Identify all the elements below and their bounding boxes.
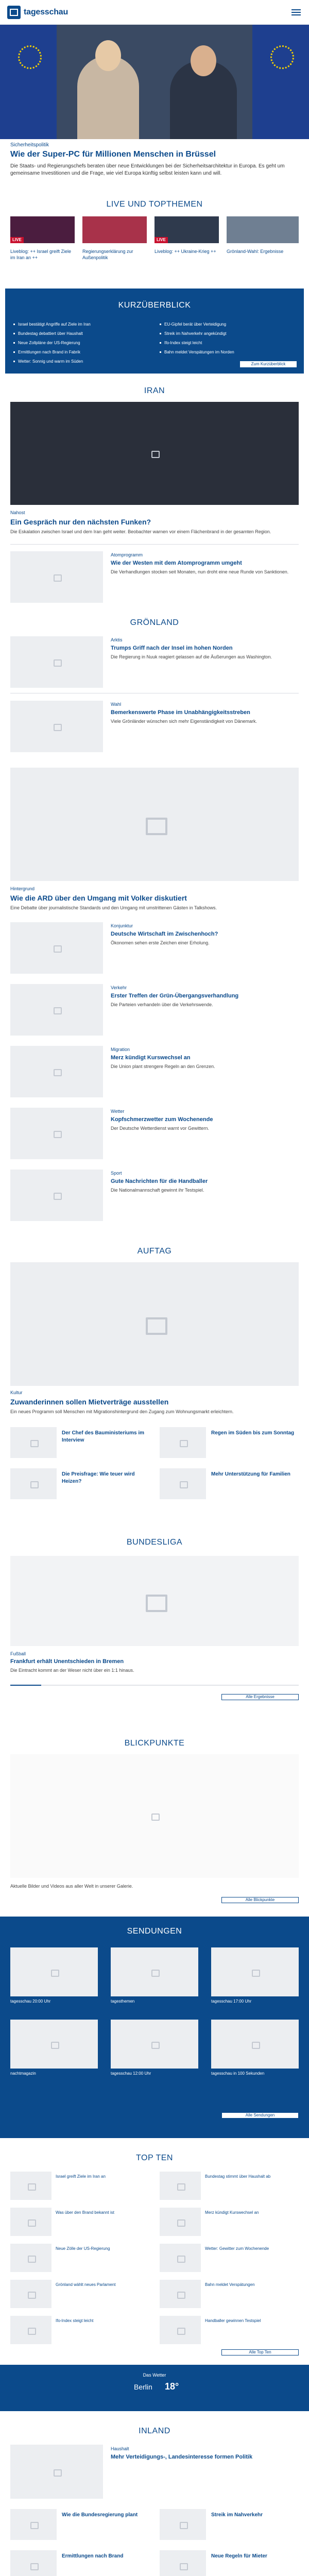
article-kicker: Arktis bbox=[111, 637, 123, 642]
bundesliga-image[interactable] bbox=[10, 1556, 299, 1646]
article-text: Ein neues Programm soll Menschen mit Migrationshintergrund den Zugang zum Wohnungsmarkt erleichtern. bbox=[10, 1409, 234, 1414]
blickpunkte-text: Aktuelle Bilder und Videos aus aller Welt in unserer Galerie. bbox=[10, 1884, 133, 1889]
topten-item[interactable]: Neue Zölle der US-Regierung bbox=[56, 2246, 110, 2251]
sendungen-all-button[interactable]: Alle Sendungen bbox=[221, 2112, 299, 2119]
article-image[interactable] bbox=[10, 1468, 57, 1499]
article-kicker: Migration bbox=[111, 1047, 130, 1052]
article-image[interactable] bbox=[160, 2172, 201, 2200]
article-image[interactable] bbox=[10, 1046, 103, 1097]
article-text: Die Parteien verhandeln über die Verkehrswende. bbox=[111, 1002, 213, 1007]
article-image[interactable] bbox=[160, 1427, 206, 1458]
article-image[interactable] bbox=[10, 2550, 57, 2576]
article-title[interactable]: Wie die ARD über den Umgang mit Volker diskutiert bbox=[10, 894, 187, 902]
article-text: Eine Debatte über journalistische Standards und den Umgang mit umstrittenen Gästen in Talkshows. bbox=[10, 905, 217, 910]
live-badge: LIVE bbox=[154, 237, 168, 243]
live-caption[interactable]: Grönland-Wahl: Ergebnisse bbox=[227, 249, 284, 254]
article-image[interactable] bbox=[10, 2172, 52, 2200]
article-image[interactable] bbox=[160, 2208, 201, 2236]
tagesschau-logo[interactable] bbox=[7, 6, 21, 19]
iran-title: IRAN bbox=[144, 386, 165, 395]
sendung-caption[interactable]: nachtmagazin bbox=[10, 2071, 36, 2076]
article-title[interactable]: Mehr Verteidigungs-, Landesinteresse formen Politik bbox=[111, 2454, 253, 2460]
feature-image[interactable] bbox=[10, 768, 299, 881]
article-title[interactable]: Zuwanderinnen sollen Mietverträge ausstellen bbox=[10, 1398, 169, 1406]
article-image[interactable] bbox=[10, 1108, 103, 1159]
article-image[interactable] bbox=[10, 2280, 52, 2308]
article-kicker: Sport bbox=[111, 1171, 122, 1176]
live-card[interactable] bbox=[10, 216, 75, 248]
topten-item[interactable]: Handballer gewinnen Testspiel bbox=[205, 2318, 261, 2323]
brief-item[interactable]: Streik im Nahverkehr angekündigt bbox=[160, 331, 288, 336]
sendung-tile[interactable] bbox=[211, 2020, 299, 2069]
article-kicker: Konjunktur bbox=[111, 923, 133, 928]
live-caption[interactable]: Regierungserklärung zur Außenpolitik bbox=[82, 249, 133, 260]
article-image[interactable] bbox=[10, 2445, 103, 2499]
brief-list-right bbox=[160, 321, 288, 359]
brief-item[interactable]: Wetter: Sonnig und warm im Süden bbox=[13, 359, 142, 364]
topten-item[interactable]: Wetter: Gewitter zum Wochenende bbox=[205, 2246, 269, 2251]
article-title[interactable]: Deutsche Wirtschaft im Zwischenhoch? bbox=[111, 931, 218, 937]
brief-box bbox=[5, 289, 304, 374]
live-card[interactable] bbox=[227, 216, 299, 248]
article-image[interactable] bbox=[10, 551, 103, 603]
sendungen-title: SENDUNGEN bbox=[127, 1927, 182, 1936]
article-image[interactable] bbox=[10, 922, 103, 974]
live-badge: LIVE bbox=[10, 237, 24, 243]
article-image[interactable] bbox=[10, 1427, 57, 1458]
article-title[interactable]: Der Chef des Bauministeriums im Interview bbox=[62, 1430, 145, 1443]
article-text: Viele Grönländer wünschen sich mehr Eigenständigkeit von Dänemark. bbox=[111, 719, 257, 724]
article-title[interactable]: Die Preisfrage: Wie teuer wird Heizen? bbox=[62, 1471, 135, 1484]
article-image[interactable] bbox=[160, 2550, 206, 2576]
blickpunkte-gallery[interactable] bbox=[10, 1754, 299, 1878]
article-kicker: Wetter bbox=[111, 1109, 125, 1114]
live-section-title: LIVE UND TOPTHEMEN bbox=[106, 200, 203, 209]
lead-kicker: Sicherheitspolitik bbox=[10, 142, 49, 148]
sendung-tile[interactable] bbox=[111, 1947, 198, 1996]
live-caption[interactable]: Liveblog: ++ Ukraine-Krieg ++ bbox=[154, 249, 216, 254]
article-kicker: Haushalt bbox=[111, 2446, 129, 2451]
bundesliga-title: BUNDESLIGA bbox=[126, 1538, 183, 1547]
article-kicker: Verkehr bbox=[111, 985, 127, 990]
menu-icon[interactable] bbox=[288, 5, 304, 20]
brief-item[interactable]: Ermittlungen nach Brand in Fabrik bbox=[13, 349, 142, 355]
article-text: Der Deutsche Wetterdienst warnt vor Gewittern. bbox=[111, 1126, 209, 1131]
sendung-caption[interactable]: tagesschau in 100 Sekunden bbox=[211, 2071, 265, 2076]
sendung-tile[interactable] bbox=[10, 2020, 98, 2069]
lead-title[interactable]: Wie der Super-PC für Millionen Menschen in Brüssel bbox=[10, 150, 216, 159]
sendung-tile[interactable] bbox=[211, 1947, 299, 1996]
brand-name[interactable]: tagesschau bbox=[24, 8, 68, 16]
article-kicker: Nahost bbox=[10, 510, 25, 515]
article-image[interactable] bbox=[160, 2316, 201, 2344]
topten-all-button[interactable]: Alle Top Ten bbox=[221, 2349, 299, 2355]
blickpunkte-all-button[interactable]: Alle Blickpunkte bbox=[221, 1897, 299, 1903]
article-image[interactable] bbox=[10, 2244, 52, 2272]
blickpunkte-title: BLICKPUNKTE bbox=[124, 1739, 185, 1748]
article-image[interactable] bbox=[10, 984, 103, 1036]
iran-lead-image[interactable] bbox=[10, 402, 299, 505]
live-card[interactable] bbox=[82, 216, 147, 248]
brief-item[interactable]: EU-Gipfel berät über Verteidigung bbox=[160, 321, 288, 327]
topten-title: TOP TEN bbox=[136, 2154, 173, 2162]
article-kicker: Kultur bbox=[10, 1390, 23, 1395]
topten-item[interactable]: Bundestag stimmt über Haushalt ab bbox=[205, 2174, 271, 2179]
groenland-title: GRÖNLAND bbox=[130, 618, 179, 627]
article-kicker: Wahl bbox=[111, 702, 122, 707]
weather-temp: 18° bbox=[165, 2381, 179, 2392]
sendung-caption[interactable]: tagesschau 17:00 Uhr bbox=[211, 1999, 252, 2004]
article-image[interactable] bbox=[10, 2509, 57, 2540]
sendung-tile[interactable] bbox=[10, 1947, 98, 1996]
article-title[interactable]: Trumps Griff nach der Insel im hohen Norden bbox=[111, 645, 233, 651]
article-text: Die Verhandlungen stocken seit Monaten, nun droht eine neue Runde von Sanktionen. bbox=[111, 569, 289, 574]
article-title[interactable]: Regen im Süden bis zum Sonntag bbox=[211, 1430, 295, 1436]
sendung-caption[interactable]: tagesschau 20:00 Uhr bbox=[10, 1999, 51, 2004]
weather-label: Das Wetter bbox=[143, 2372, 166, 2378]
article-title[interactable]: Merz kündigt Kurswechsel an bbox=[111, 1055, 191, 1061]
topten-item[interactable]: Merz kündigt Kurswechsel an bbox=[205, 2210, 259, 2215]
lead-text: Die Staats- und Regierungschefs beraten über neue Entwicklungen bei der Sicherheitsarchitektur in Europa. Es geht um gemeinsame Investitionen und die Frage, wie viel Europa künftig selbst leisten kann und will. bbox=[10, 163, 285, 176]
sendung-tile[interactable] bbox=[111, 2020, 198, 2069]
topten-item[interactable]: Grönland wählt neues Parlament bbox=[56, 2282, 116, 2287]
brief-more-button[interactable]: Zum Kurzüberblick bbox=[240, 361, 297, 367]
brief-list-left bbox=[13, 321, 142, 368]
article-image[interactable] bbox=[10, 2316, 52, 2344]
inland-title: INLAND bbox=[139, 2427, 170, 2435]
brief-item[interactable]: Neue Zollpläne der US-Regierung bbox=[13, 340, 142, 346]
brief-title: KURZÜBERBLICK bbox=[118, 301, 191, 310]
article-image[interactable] bbox=[160, 2280, 201, 2308]
auftrag-title: AUFTAG bbox=[137, 1247, 172, 1256]
article-kicker: Hintergrund bbox=[10, 886, 35, 891]
article-image[interactable] bbox=[10, 636, 103, 688]
sendung-caption[interactable]: tagesschau 12:00 Uhr bbox=[111, 2071, 151, 2076]
brief-item[interactable]: Ifo-Index steigt leicht bbox=[160, 340, 288, 346]
article-title[interactable]: Wie die Bundesregierung plant bbox=[62, 2512, 138, 2518]
article-kicker: Atomprogramm bbox=[111, 552, 143, 557]
article-title[interactable]: Frankfurt erhält Unentschieden in Bremen bbox=[10, 1658, 124, 1665]
article-kicker: Fußball bbox=[10, 1651, 26, 1656]
auftrag-lead-image[interactable] bbox=[10, 1262, 299, 1386]
live-card[interactable] bbox=[154, 216, 219, 248]
article-text: Die Regierung in Nuuk reagiert gelassen auf die Äußerungen aus Washington. bbox=[111, 654, 272, 659]
article-text: Die Union plant strengere Regeln an den Grenzen. bbox=[111, 1064, 215, 1069]
article-text: Die Nationalmannschaft gewinnt ihr Testspiel. bbox=[111, 1188, 204, 1193]
article-image[interactable] bbox=[10, 2208, 52, 2236]
article-title[interactable]: Neue Regeln für Mieter bbox=[211, 2553, 267, 2559]
article-title[interactable]: Mehr Unterstützung für Familien bbox=[211, 1471, 290, 1477]
lead-image[interactable] bbox=[0, 25, 309, 139]
bundesliga-all-button[interactable]: Alle Ergebnisse bbox=[221, 1694, 299, 1700]
article-image[interactable] bbox=[160, 2509, 206, 2540]
article-title[interactable]: Erster Treffen der Grün-Übergangsverhandlung bbox=[111, 993, 239, 999]
article-image[interactable] bbox=[160, 2244, 201, 2272]
article-title[interactable]: Gute Nachrichten für die Handballer bbox=[111, 1178, 208, 1184]
topten-item[interactable]: Ifo-Index steigt leicht bbox=[56, 2318, 94, 2323]
weather-band[interactable] bbox=[0, 2365, 309, 2411]
article-image[interactable] bbox=[160, 1468, 206, 1499]
article-image[interactable] bbox=[10, 701, 103, 752]
brief-item[interactable]: Israel bestätigt Angriffe auf Ziele im Iran bbox=[13, 321, 142, 327]
article-title[interactable]: Streik im Nahverkehr bbox=[211, 2512, 263, 2518]
sendung-caption[interactable]: tagesthemen bbox=[111, 1999, 135, 2004]
site-header bbox=[0, 0, 309, 25]
article-text: Die Eintracht kommt an der Weser nicht über ein 1:1 hinaus. bbox=[10, 1668, 134, 1673]
article-title[interactable]: Bemerkenswerte Phase im Unabhängigkeitsstreben bbox=[111, 709, 250, 716]
article-title[interactable]: Kopfschmerzwetter zum Wochenende bbox=[111, 1116, 213, 1123]
article-text: Ökonomen sehen erste Zeichen einer Erholung. bbox=[111, 940, 210, 945]
brief-item[interactable]: Bundestag debattiert über Haushalt bbox=[13, 331, 142, 336]
article-text: Die Eskalation zwischen Israel und dem Iran geht weiter. Beobachter warnen vor einem Flächenbrand in der gesamten Region. bbox=[10, 529, 271, 534]
article-image[interactable] bbox=[10, 1170, 103, 1221]
article-title[interactable]: Wie der Westen mit dem Atomprogramm umgeht bbox=[111, 560, 242, 566]
topten-item[interactable]: Israel greift Ziele im Iran an bbox=[56, 2174, 106, 2179]
article-title[interactable]: Ein Gespräch nur den nächsten Funken? bbox=[10, 518, 151, 526]
weather-city: Berlin bbox=[134, 2383, 152, 2391]
topten-item[interactable]: Was über den Brand bekannt ist bbox=[56, 2210, 114, 2215]
article-title[interactable]: Ermittlungen nach Brand bbox=[62, 2553, 124, 2559]
topten-item[interactable]: Bahn meldet Verspätungen bbox=[205, 2282, 255, 2287]
brief-item[interactable]: Bahn meldet Verspätungen im Norden bbox=[160, 349, 288, 355]
live-caption[interactable]: Liveblog: ++ Israel greift Ziele im Iran an ++ bbox=[10, 249, 72, 260]
